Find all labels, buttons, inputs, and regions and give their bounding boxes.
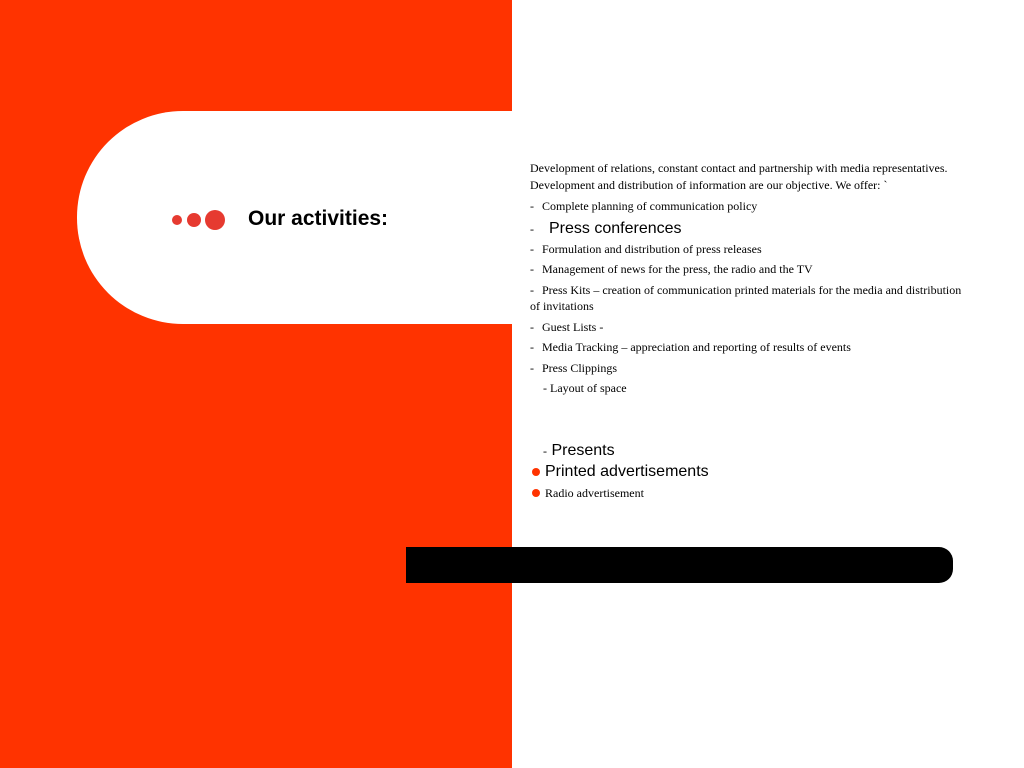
decorative-dots <box>172 209 232 231</box>
dot-large <box>205 210 225 230</box>
bullet-text: Radio advertisement <box>545 485 644 500</box>
bullet-dot-icon <box>532 468 540 476</box>
spacer <box>530 401 970 441</box>
list-item <box>530 241 970 258</box>
intro-paragraph: Development of relations, constant contact and partnership with media representatives. Development and distribution of information are our objective. We offer: ` <box>530 161 948 192</box>
list-item <box>530 198 970 215</box>
item-text: Media Tracking – appreciation and reporting of results of events <box>542 340 851 354</box>
item-text: Press conferences <box>549 219 682 237</box>
dash: - <box>530 319 534 334</box>
item-text: Press Clippings <box>542 360 618 375</box>
item-text: Formulation and distribution of press releases <box>542 241 762 256</box>
list-item <box>530 261 970 278</box>
item-text: Complete planning of communication policy <box>542 199 758 213</box>
dash: - <box>530 340 534 354</box>
list-item <box>530 219 970 239</box>
presents-text: Presents <box>551 441 615 459</box>
content-block <box>530 160 970 504</box>
dash: - <box>543 443 547 458</box>
bullet-item <box>530 462 970 482</box>
item-text: Management of news for the press, the radio and the TV <box>542 262 813 276</box>
list-item <box>530 360 970 377</box>
list-item <box>530 380 970 397</box>
dash: - <box>530 262 534 276</box>
dot-small <box>172 215 182 225</box>
bullet-item <box>530 485 970 502</box>
slide-title: Our activities: <box>248 207 389 230</box>
list-item <box>530 339 970 356</box>
dash: - <box>530 360 534 375</box>
dash: - <box>530 241 534 256</box>
list-item <box>530 319 970 336</box>
dash: - <box>530 282 534 297</box>
item-text: - Layout of space <box>543 381 627 395</box>
bullet-text: Printed advertisements <box>545 462 709 480</box>
bullet-dot-icon <box>532 489 540 497</box>
item-text: Guest Lists - <box>542 319 604 334</box>
presents-item <box>530 441 970 461</box>
list-item <box>530 282 970 315</box>
dash: - <box>530 199 534 213</box>
dot-medium <box>187 213 201 227</box>
black-bar <box>406 547 953 583</box>
dash: - <box>530 221 534 236</box>
item-text: Press Kits – creation of communication printed materials for the media and distribution of invitations <box>530 282 962 313</box>
